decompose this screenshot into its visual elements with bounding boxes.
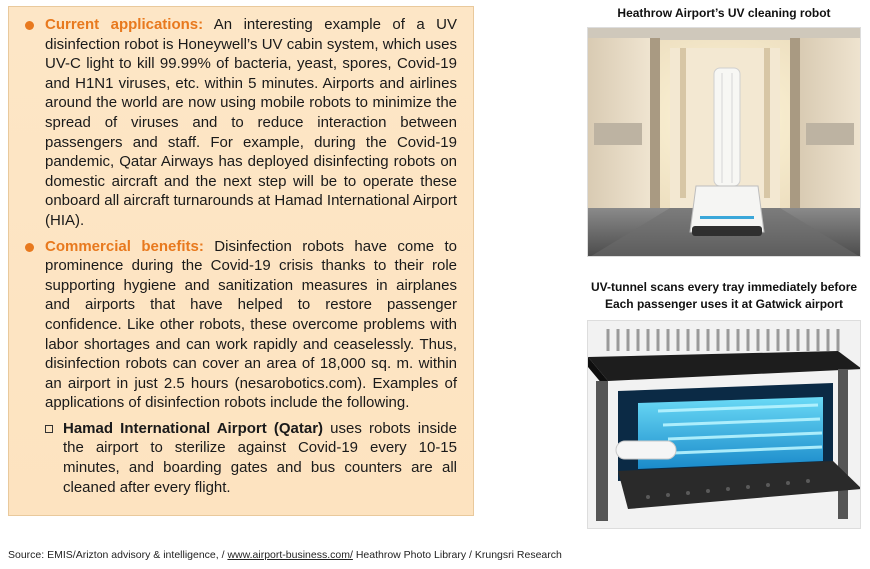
photo2-caption [584, 279, 864, 313]
sub-bullet-lead: Hamad International Airport (Qatar) [63, 419, 324, 437]
bullet-dot-icon [25, 243, 34, 252]
bullet-dot-icon [25, 21, 34, 30]
square-bullet-icon [45, 425, 53, 433]
photo1-caption: Heathrow Airport’s UV cleaning robot [617, 6, 831, 20]
bullet-lead: Current applications: [45, 16, 204, 33]
uv-tunnel-photo [587, 320, 861, 529]
heathrow-robot-photo [587, 27, 861, 257]
bullet-text: An interesting example of a UV disinfection robot is Honeywell’s UV cabin system, which uses UV-C light to kill 99.99% of bacteria, yeast, spores, Covid-19 and H1N1 viruses, etc. within 5 minutes. Airports and airlines around the world are now using mobile robots to minimize the spread of viruses and to reduce interaction between passengers and staff. For example, during the Covid-19 pandemic, Qatar Airways has deployed disinfecting robots on domestic aircraft and the next step will be to operate these onboard all aircraft turnarounds at Hamad International Airport (HIA). [45, 16, 457, 229]
bullet-text: Disinfection robots have come to prominence during the Covid-19 crisis thanks to their role supporting hygiene and sanitization measures in airplanes and airports that have helped to restore passenger confidence. Like other robots, these overcome problems with labor shortages and can work rapidly and ceaselessly. Thus, disinfection robots can cover an area of 18,000 sq. m. within an airport in just 2.5 hours (nesarobotics.com). Examples of applications of disinfection robots include the following. [45, 237, 457, 412]
bullet-lead: Commercial benefits: [45, 237, 204, 255]
source-note [8, 549, 562, 561]
bullet-current-applications [19, 15, 457, 231]
photo2-caption-line1: UV-tunnel scans every tray immediately before [590, 280, 858, 294]
photo2-caption-line2: Each passenger uses it at Gatwick airport [604, 297, 844, 311]
source-suffix: Heathrow Photo Library / Krungsri Research [352, 549, 562, 561]
bullet-commercial-benefits [19, 237, 457, 413]
sub-bullet-hamad [19, 419, 457, 497]
source-link[interactable]: www.airport-business.com/ [227, 549, 353, 561]
source-prefix: Source: EMIS/Arizton advisory & intelligence, / [8, 549, 228, 561]
sub-bullet-text: uses robots inside the airport to sterilize against Covid-19 every 10-15 minutes, and boarding gates and bus counters are all cleaned after every flight. [63, 419, 457, 496]
text-panel [8, 6, 474, 516]
